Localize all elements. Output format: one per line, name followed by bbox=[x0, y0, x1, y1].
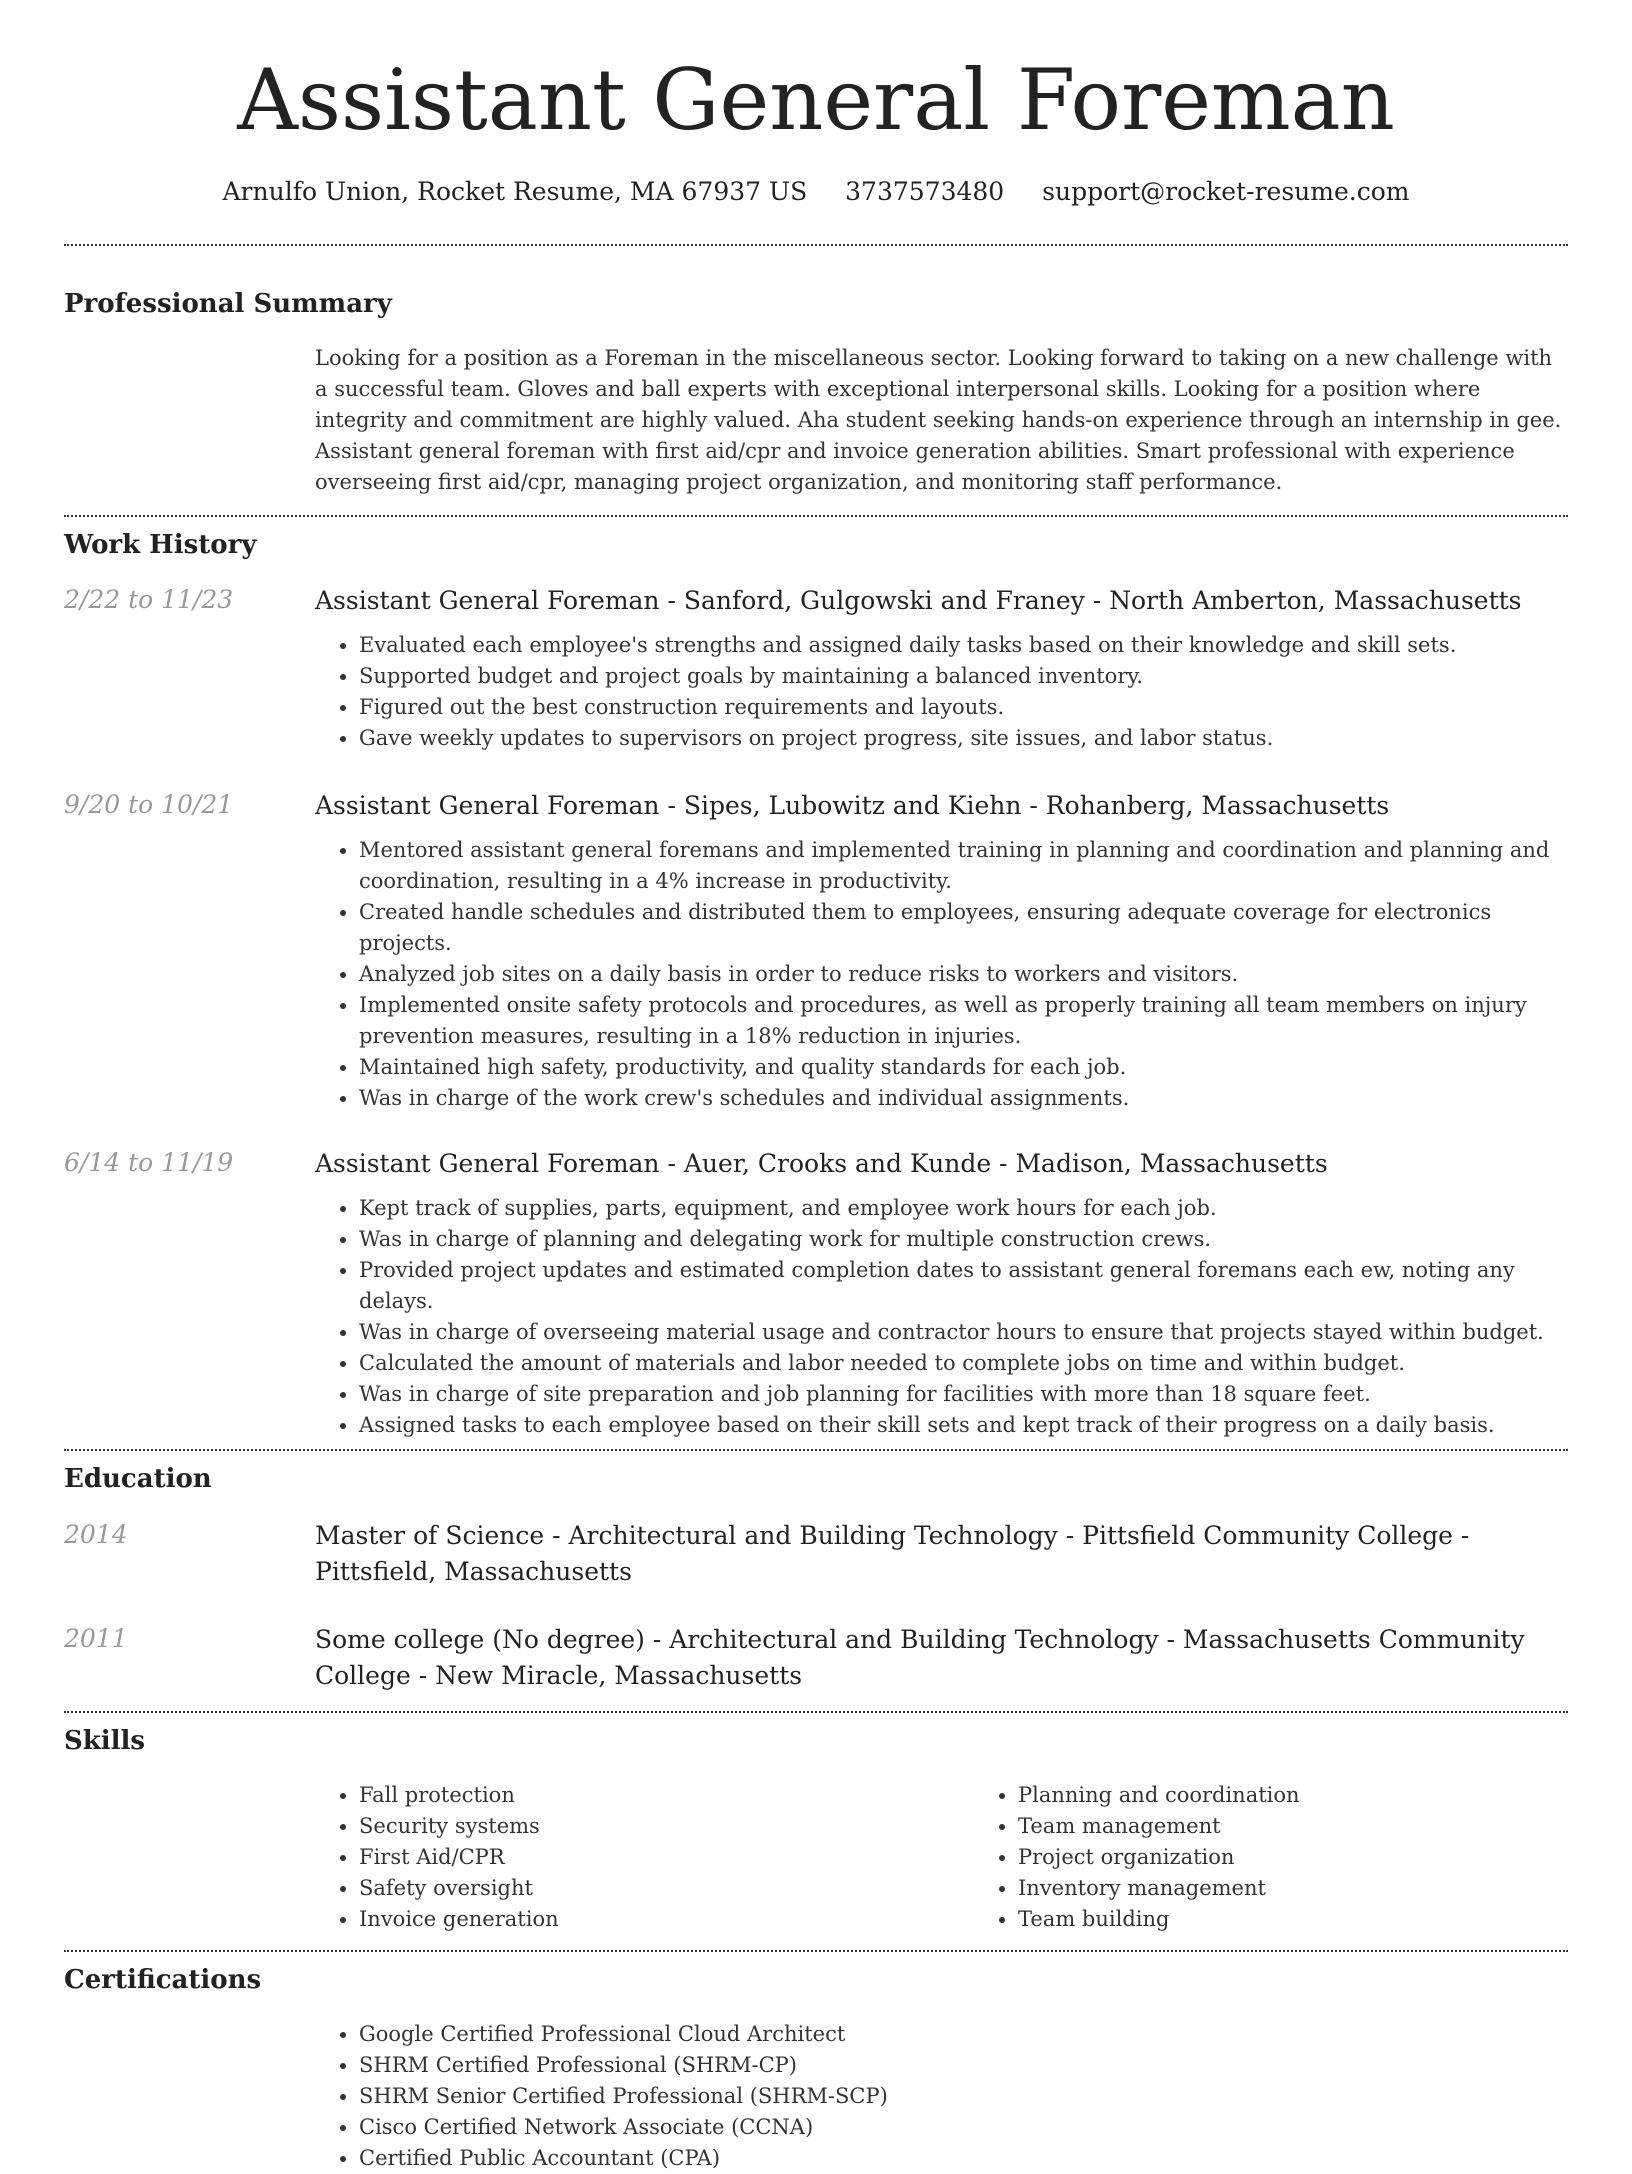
skills-list-right bbox=[974, 1780, 1632, 1935]
education-title-line: Some college (No degree) - Architectural and Building Technology - Massachusetts Community College - New Miracle, Massachusetts bbox=[315, 1625, 1525, 1690]
list-item: • Inventory management bbox=[1018, 1873, 1632, 1904]
job-bullets bbox=[315, 835, 1568, 1114]
list-item: • Planning and coordination bbox=[1018, 1780, 1632, 1811]
list-item: • Project organization bbox=[1018, 1842, 1632, 1873]
education-title: Education bbox=[64, 1464, 212, 1494]
list-item: • Was in charge of overseeing material usage and contractor hours to ensure that projects stayed within budget. bbox=[359, 1317, 1568, 1348]
contact-line bbox=[64, 174, 1568, 210]
list-item: • Cisco Certified Network Associate (CCNA) bbox=[359, 2112, 1568, 2143]
list-item: • Figured out the best construction requirements and layouts. bbox=[359, 692, 1568, 723]
education-section bbox=[64, 1462, 1568, 1694]
job-entry bbox=[64, 1146, 1568, 1441]
education-title-line: Master of Science - Architectural and Building Technology - Pittsfield Community College - Pittsfield, Massachusetts bbox=[315, 1521, 1470, 1586]
education-entry bbox=[64, 1622, 1568, 1694]
list-item: • Maintained high safety, productivity, and quality standards for each job. bbox=[359, 1052, 1568, 1083]
list-item: • Google Certified Professional Cloud Architect bbox=[359, 2019, 1568, 2050]
list-item: • Safety oversight bbox=[359, 1873, 974, 1904]
list-item: • Implemented onsite safety protocols and procedures, as well as properly training all team members on injury prevention measures, resulting in a 18% reduction in injuries. bbox=[359, 990, 1568, 1052]
summary-title: Professional Summary bbox=[64, 289, 392, 319]
job-dates: 9/20 to 10/21 bbox=[64, 790, 234, 819]
job-title: Assistant General Foreman - Sipes, Lubowitz and Kiehn - Rohanberg, Massachusetts bbox=[315, 791, 1390, 820]
list-item: • SHRM Certified Professional (SHRM-CP) bbox=[359, 2050, 1568, 2081]
job-bullets bbox=[315, 1193, 1568, 1441]
work-title: Work History bbox=[64, 530, 257, 560]
list-item: • Kept track of supplies, parts, equipment, and employee work hours for each job. bbox=[359, 1193, 1568, 1224]
divider bbox=[64, 244, 1568, 246]
job-dates: 6/14 to 11/19 bbox=[64, 1148, 234, 1177]
list-item: • Certified Public Accountant (CPA) bbox=[359, 2143, 1568, 2174]
job-entry bbox=[64, 788, 1568, 1114]
list-item: • Supported budget and project goals by maintaining a balanced inventory. bbox=[359, 661, 1568, 692]
list-item: • Was in charge of site preparation and job planning for facilities with more than 18 square feet. bbox=[359, 1379, 1568, 1410]
divider bbox=[64, 1449, 1568, 1451]
contact-address: Arnulfo Union, Rocket Resume, MA 67937 US bbox=[222, 177, 808, 206]
list-item: • Analyzed job sites on a daily basis in order to reduce risks to workers and visitors. bbox=[359, 959, 1568, 990]
list-item: • SHRM Senior Certified Professional (SHRM-SCP) bbox=[359, 2081, 1568, 2112]
list-item: • Team building bbox=[1018, 1904, 1632, 1935]
list-item: • Calculated the amount of materials and labor needed to complete jobs on time and within budget. bbox=[359, 1348, 1568, 1379]
list-item: • First Aid/CPR bbox=[359, 1842, 974, 1873]
skills-list-left bbox=[315, 1780, 974, 1935]
summary-text: Looking for a position as a Foreman in the miscellaneous sector. Looking forward to taking on a new challenge with a successful team. Gloves and ball experts with exceptional interpersonal skills. Looking for a position where integrity and commitment are highly valued. Aha student seeking hands-on experience through an internship in gee. Assistant general foreman with first aid/cpr and invoice generation abilities. Smart professional with experience overseeing first aid/cpr, managing project organization, and monitoring staff performance. bbox=[315, 346, 1562, 494]
list-item: • Assigned tasks to each employee based on their skill sets and kept track of their progress on a daily basis. bbox=[359, 1410, 1568, 1441]
list-item: • Fall protection bbox=[359, 1780, 974, 1811]
list-item: • Invoice generation bbox=[359, 1904, 974, 1935]
education-year: 2014 bbox=[64, 1520, 128, 1549]
summary-section bbox=[64, 287, 1568, 498]
job-dates: 2/22 to 11/23 bbox=[64, 585, 234, 614]
job-entry bbox=[64, 583, 1568, 754]
skills-section bbox=[64, 1724, 1568, 1935]
list-item: • Was in charge of planning and delegating work for multiple construction crews. bbox=[359, 1224, 1568, 1255]
list-item: • Gave weekly updates to supervisors on project progress, site issues, and labor status. bbox=[359, 723, 1568, 754]
education-year: 2011 bbox=[64, 1624, 128, 1653]
work-section bbox=[64, 528, 1568, 1441]
list-item: • Created handle schedules and distributed them to employees, ensuring adequate coverage for electronics projects. bbox=[359, 897, 1568, 959]
job-bullets bbox=[315, 630, 1568, 754]
list-item: • Security systems bbox=[359, 1811, 974, 1842]
list-item: • Mentored assistant general foremans and implemented training in planning and coordination and planning and coordination, resulting in a 4% increase in productivity. bbox=[359, 835, 1568, 897]
job-title: Assistant General Foreman - Sanford, Gulgowski and Franey - North Amberton, Massachusetts bbox=[315, 586, 1522, 615]
resume-page bbox=[64, 0, 1568, 2174]
contact-phone: 3737573480 bbox=[845, 177, 1005, 206]
contact-email: support@rocket-resume.com bbox=[1042, 177, 1410, 206]
divider bbox=[64, 1711, 1568, 1713]
job-title: Assistant General Foreman - Auer, Crooks and Kunde - Madison, Massachusetts bbox=[315, 1149, 1328, 1178]
skills-title: Skills bbox=[64, 1726, 146, 1756]
education-entry bbox=[64, 1518, 1568, 1590]
certifications-list bbox=[315, 2019, 1568, 2174]
list-item: • Evaluated each employee's strengths and assigned daily tasks based on their knowledge and skill sets. bbox=[359, 630, 1568, 661]
list-item: • Was in charge of the work crew's schedules and individual assignments. bbox=[359, 1083, 1568, 1114]
certifications-title: Certifications bbox=[64, 1965, 262, 1995]
certifications-section bbox=[64, 1963, 1568, 2174]
resume-name: Assistant General Foreman bbox=[237, 51, 1395, 149]
list-item: • Provided project updates and estimated completion dates to assistant general foremans each ew, noting any delays. bbox=[359, 1255, 1568, 1317]
divider bbox=[64, 515, 1568, 517]
list-item: • Team management bbox=[1018, 1811, 1632, 1842]
divider bbox=[64, 1950, 1568, 1952]
